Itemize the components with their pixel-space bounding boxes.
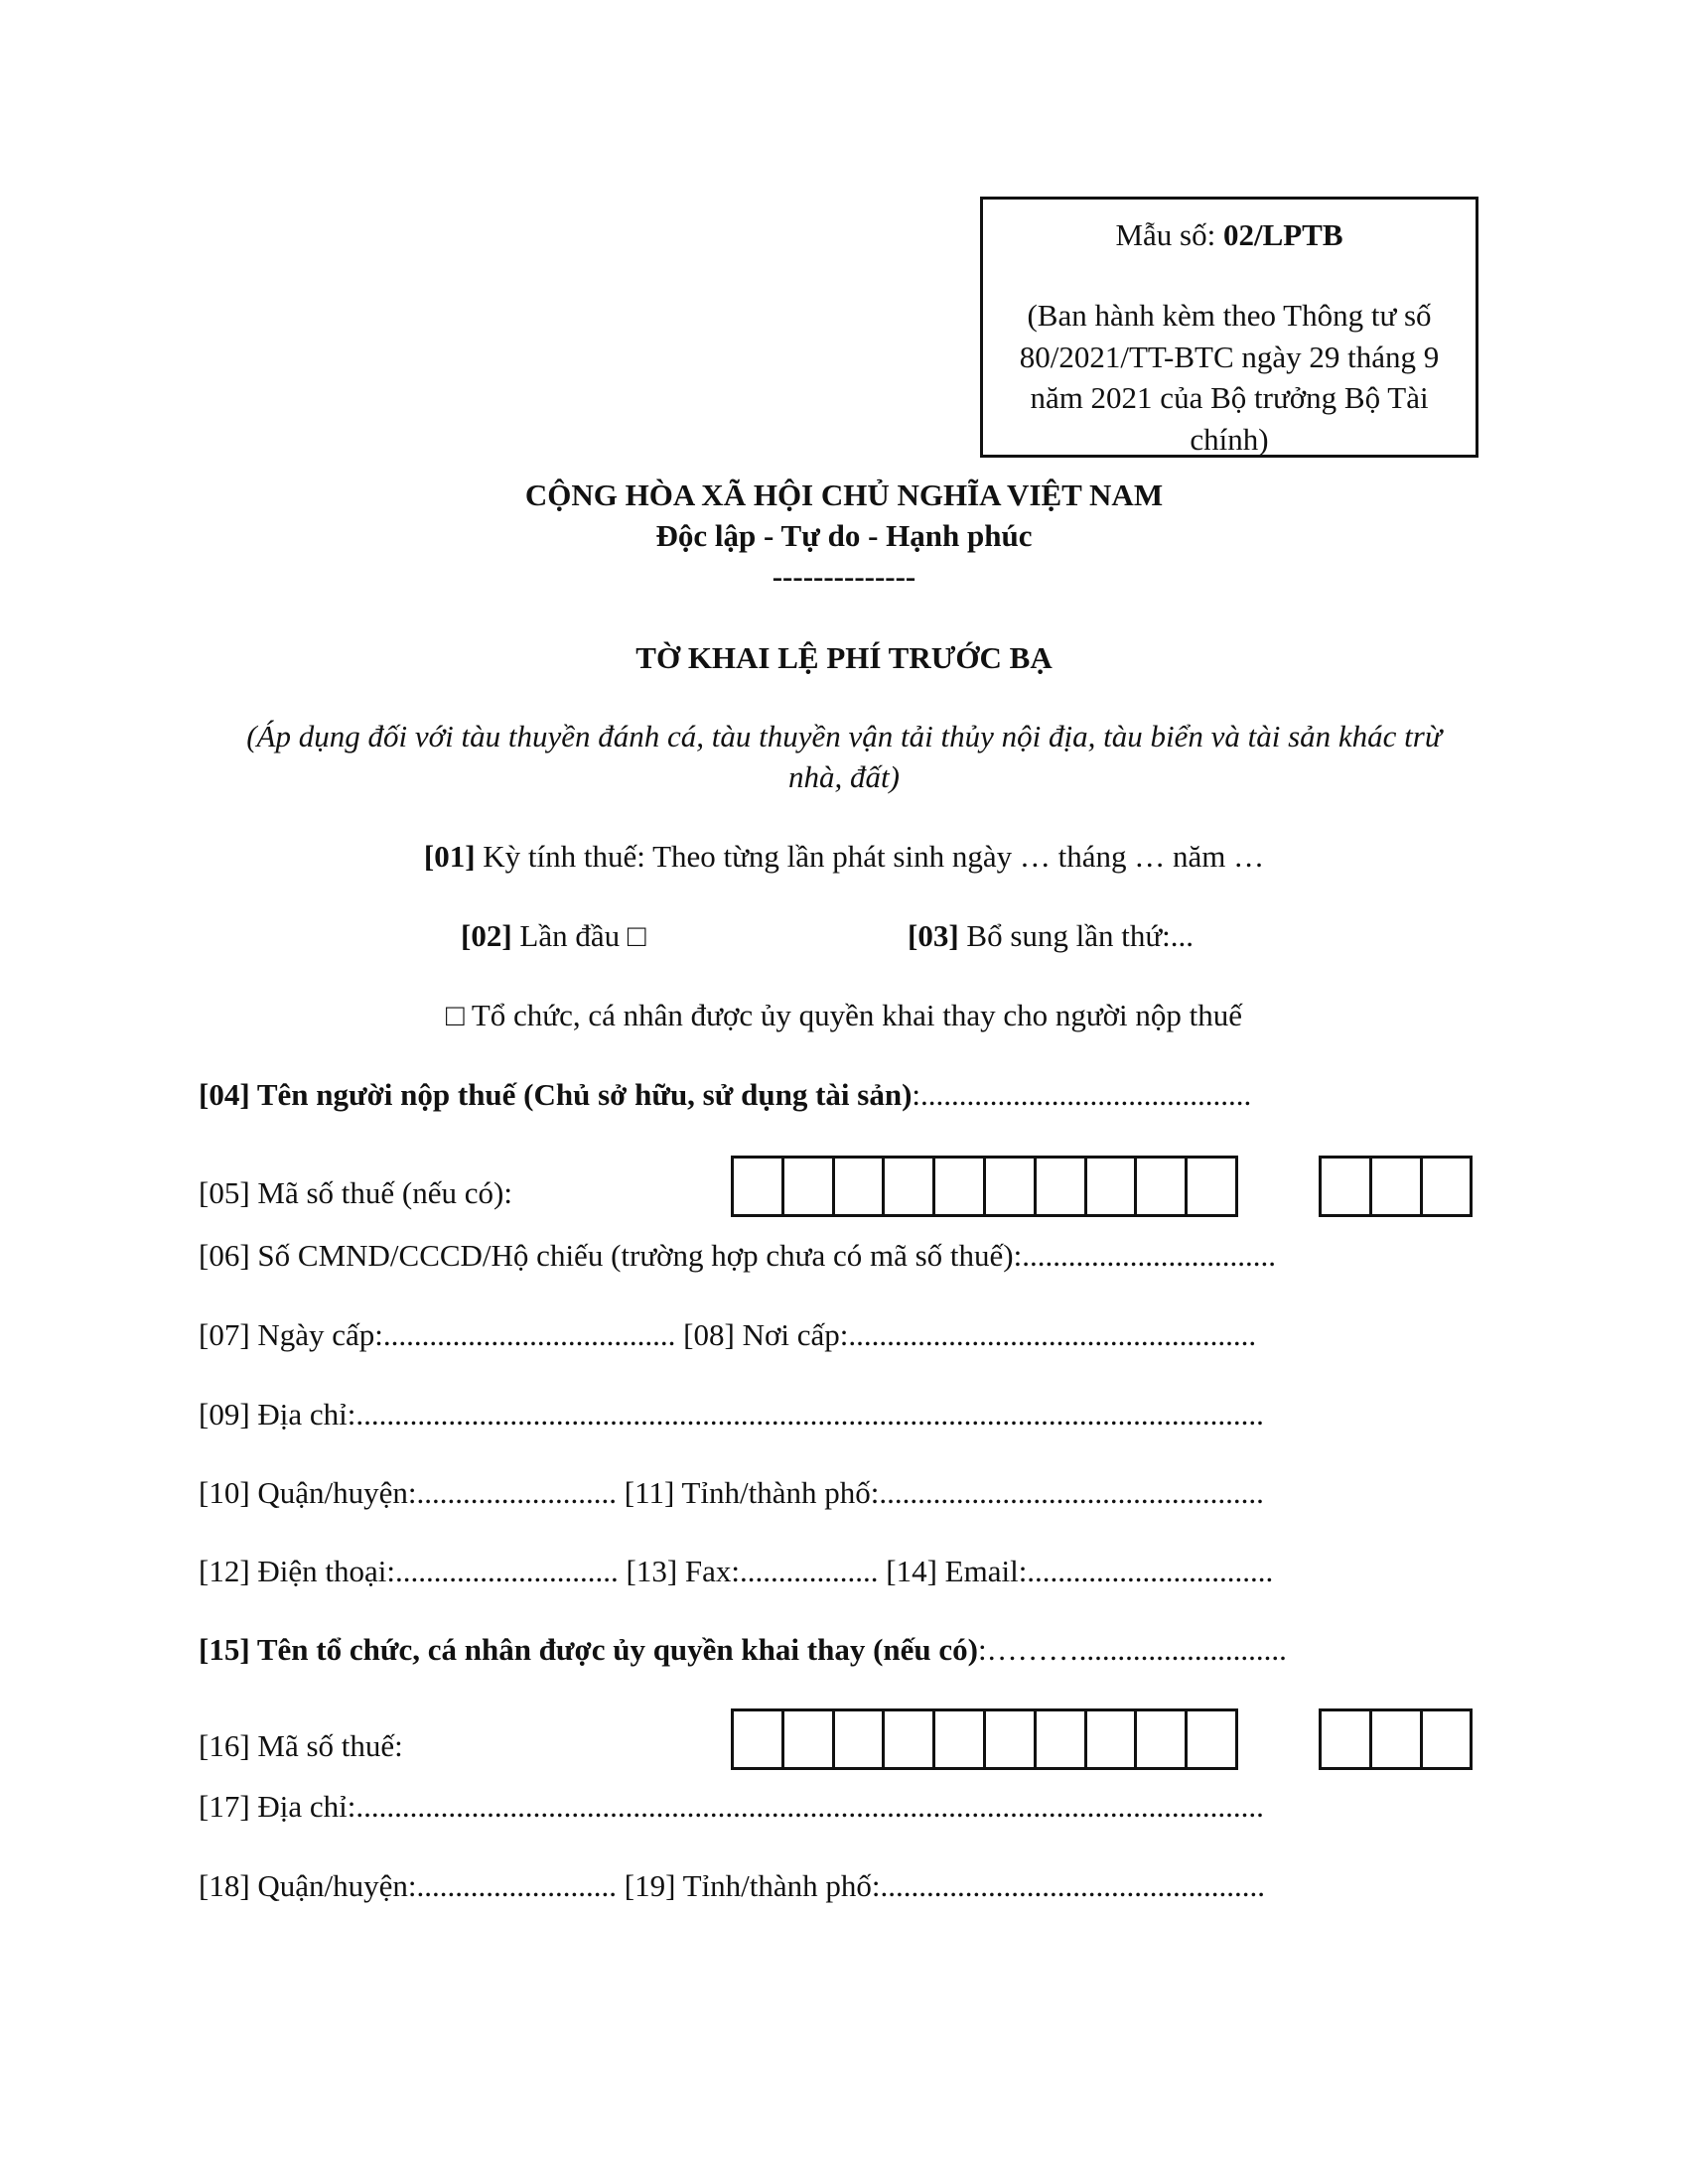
field-04-taxpayer-name (199, 1077, 1251, 1113)
digit-box[interactable] (1185, 1708, 1238, 1770)
field-15-authorized-name (199, 1632, 1287, 1668)
digit-box[interactable] (1185, 1156, 1238, 1217)
digit-box[interactable] (1319, 1708, 1372, 1770)
field-12-14-phone-fax-email[interactable]: [12] Điện thoại:............................. [13] Fax:.................. [14] Email:................................ (199, 1554, 1274, 1588)
digit-box[interactable] (832, 1708, 886, 1770)
field-04-input-line[interactable]: :........................................... (912, 1077, 1252, 1112)
field-06-id-number[interactable]: [06] Số CMND/CCCD/Hộ chiếu (trường hợp chưa có mã số thuế):................................. (199, 1238, 1276, 1273)
digit-box[interactable] (1420, 1156, 1474, 1217)
field-15-input-line[interactable]: :………........................... (977, 1632, 1287, 1667)
digit-box[interactable] (781, 1708, 835, 1770)
field-17-address[interactable]: [17] Địa chỉ:...................................................................................................................... (199, 1789, 1264, 1824)
digit-box[interactable] (731, 1156, 784, 1217)
field-01-tax-period (0, 839, 1688, 875)
digit-box[interactable] (1369, 1708, 1423, 1770)
field-02-first-time[interactable] (461, 918, 646, 954)
field-03-text: Bổ sung lần thứ:... (958, 918, 1195, 953)
digit-box[interactable] (882, 1708, 935, 1770)
digit-box[interactable] (932, 1156, 986, 1217)
field-16-tax-code-suffix-boxes[interactable] (1319, 1708, 1473, 1770)
field-09-address[interactable]: [09] Địa chỉ:...................................................................................................................... (199, 1397, 1264, 1432)
digit-box[interactable] (983, 1156, 1037, 1217)
field-02-text: Lần đầu □ (511, 918, 646, 953)
digit-box[interactable] (1084, 1156, 1138, 1217)
field-04-label: [04] Tên người nộp thuế (Chủ sở hữu, sử dụng tài sản) (199, 1077, 913, 1112)
digit-box[interactable] (781, 1156, 835, 1217)
scope-line-1: (Áp dụng đối với tàu thuyền đánh cá, tàu thuyền vận tải thủy nội địa, tàu biển và tài sản khác trừ (246, 719, 1442, 753)
digit-box[interactable] (1319, 1156, 1372, 1217)
field-02-code: [02] (461, 918, 512, 953)
digit-box[interactable] (1134, 1156, 1188, 1217)
field-16-tax-code-boxes[interactable] (731, 1708, 1238, 1770)
digit-box[interactable] (1084, 1708, 1138, 1770)
field-07-08-issue-date-place[interactable]: [07] Ngày cấp:...................................... [08] Nơi cấp:..................................................... (199, 1317, 1257, 1352)
national-motto: Độc lập - Tự do - Hạnh phúc (655, 518, 1033, 553)
digit-box[interactable] (882, 1156, 935, 1217)
field-01-code: [01] (423, 839, 476, 874)
form-issuance-note: (Ban hành kèm theo Thông tư số 80/2021/TT-BTC ngày 29 tháng 9 năm 2021 của Bộ trưởng Bộ Tài chính) (1019, 298, 1440, 457)
field-05-label: [05] Mã số thuế (nếu có): (199, 1175, 512, 1210)
form-code-value: 02/LPTB (1222, 217, 1343, 252)
field-03-supplement (908, 918, 1194, 954)
form-code-box (980, 197, 1478, 458)
digit-box[interactable] (1369, 1156, 1423, 1217)
form-code-label: Mẫu số: (1115, 217, 1216, 252)
digit-box[interactable] (1034, 1708, 1087, 1770)
digit-box[interactable] (932, 1708, 986, 1770)
field-05-tax-code-suffix-boxes[interactable] (1319, 1156, 1473, 1217)
digit-box[interactable] (983, 1708, 1037, 1770)
digit-box[interactable] (1134, 1708, 1188, 1770)
field-01-text: Kỳ tính thuế: Theo từng lần phát sinh ngày … tháng … năm … (475, 839, 1265, 874)
scope-line-2: nhà, đất) (788, 759, 900, 794)
digit-box[interactable] (832, 1156, 886, 1217)
digit-box[interactable] (1034, 1156, 1087, 1217)
field-03-code: [03] (908, 918, 959, 953)
document-title: TỜ KHAI LỆ PHÍ TRƯỚC BẠ (635, 640, 1053, 675)
field-05-tax-code-boxes[interactable] (731, 1156, 1238, 1217)
digit-box[interactable] (731, 1708, 784, 1770)
field-15-label: [15] Tên tổ chức, cá nhân được ủy quyền khai thay (nếu có) (199, 1632, 978, 1667)
field-16-label: [16] Mã số thuế: (199, 1728, 403, 1763)
header-separator: -------------- (772, 559, 916, 594)
authorized-representative-checkbox[interactable]: □ Tổ chức, cá nhân được ủy quyền khai thay cho người nộp thuế (445, 998, 1243, 1032)
form-code (983, 217, 1476, 253)
field-18-19-district-province[interactable]: [18] Quận/huyện:.......................... [19] Tỉnh/thành phố:.................................................. (199, 1868, 1266, 1903)
field-10-11-district-province[interactable]: [10] Quận/huyện:.......................... [11] Tỉnh/thành phố:.................................................. (199, 1475, 1264, 1510)
digit-box[interactable] (1420, 1708, 1474, 1770)
country-name: CỘNG HÒA XÃ HỘI CHỦ NGHĨA VIỆT NAM (524, 478, 1164, 512)
